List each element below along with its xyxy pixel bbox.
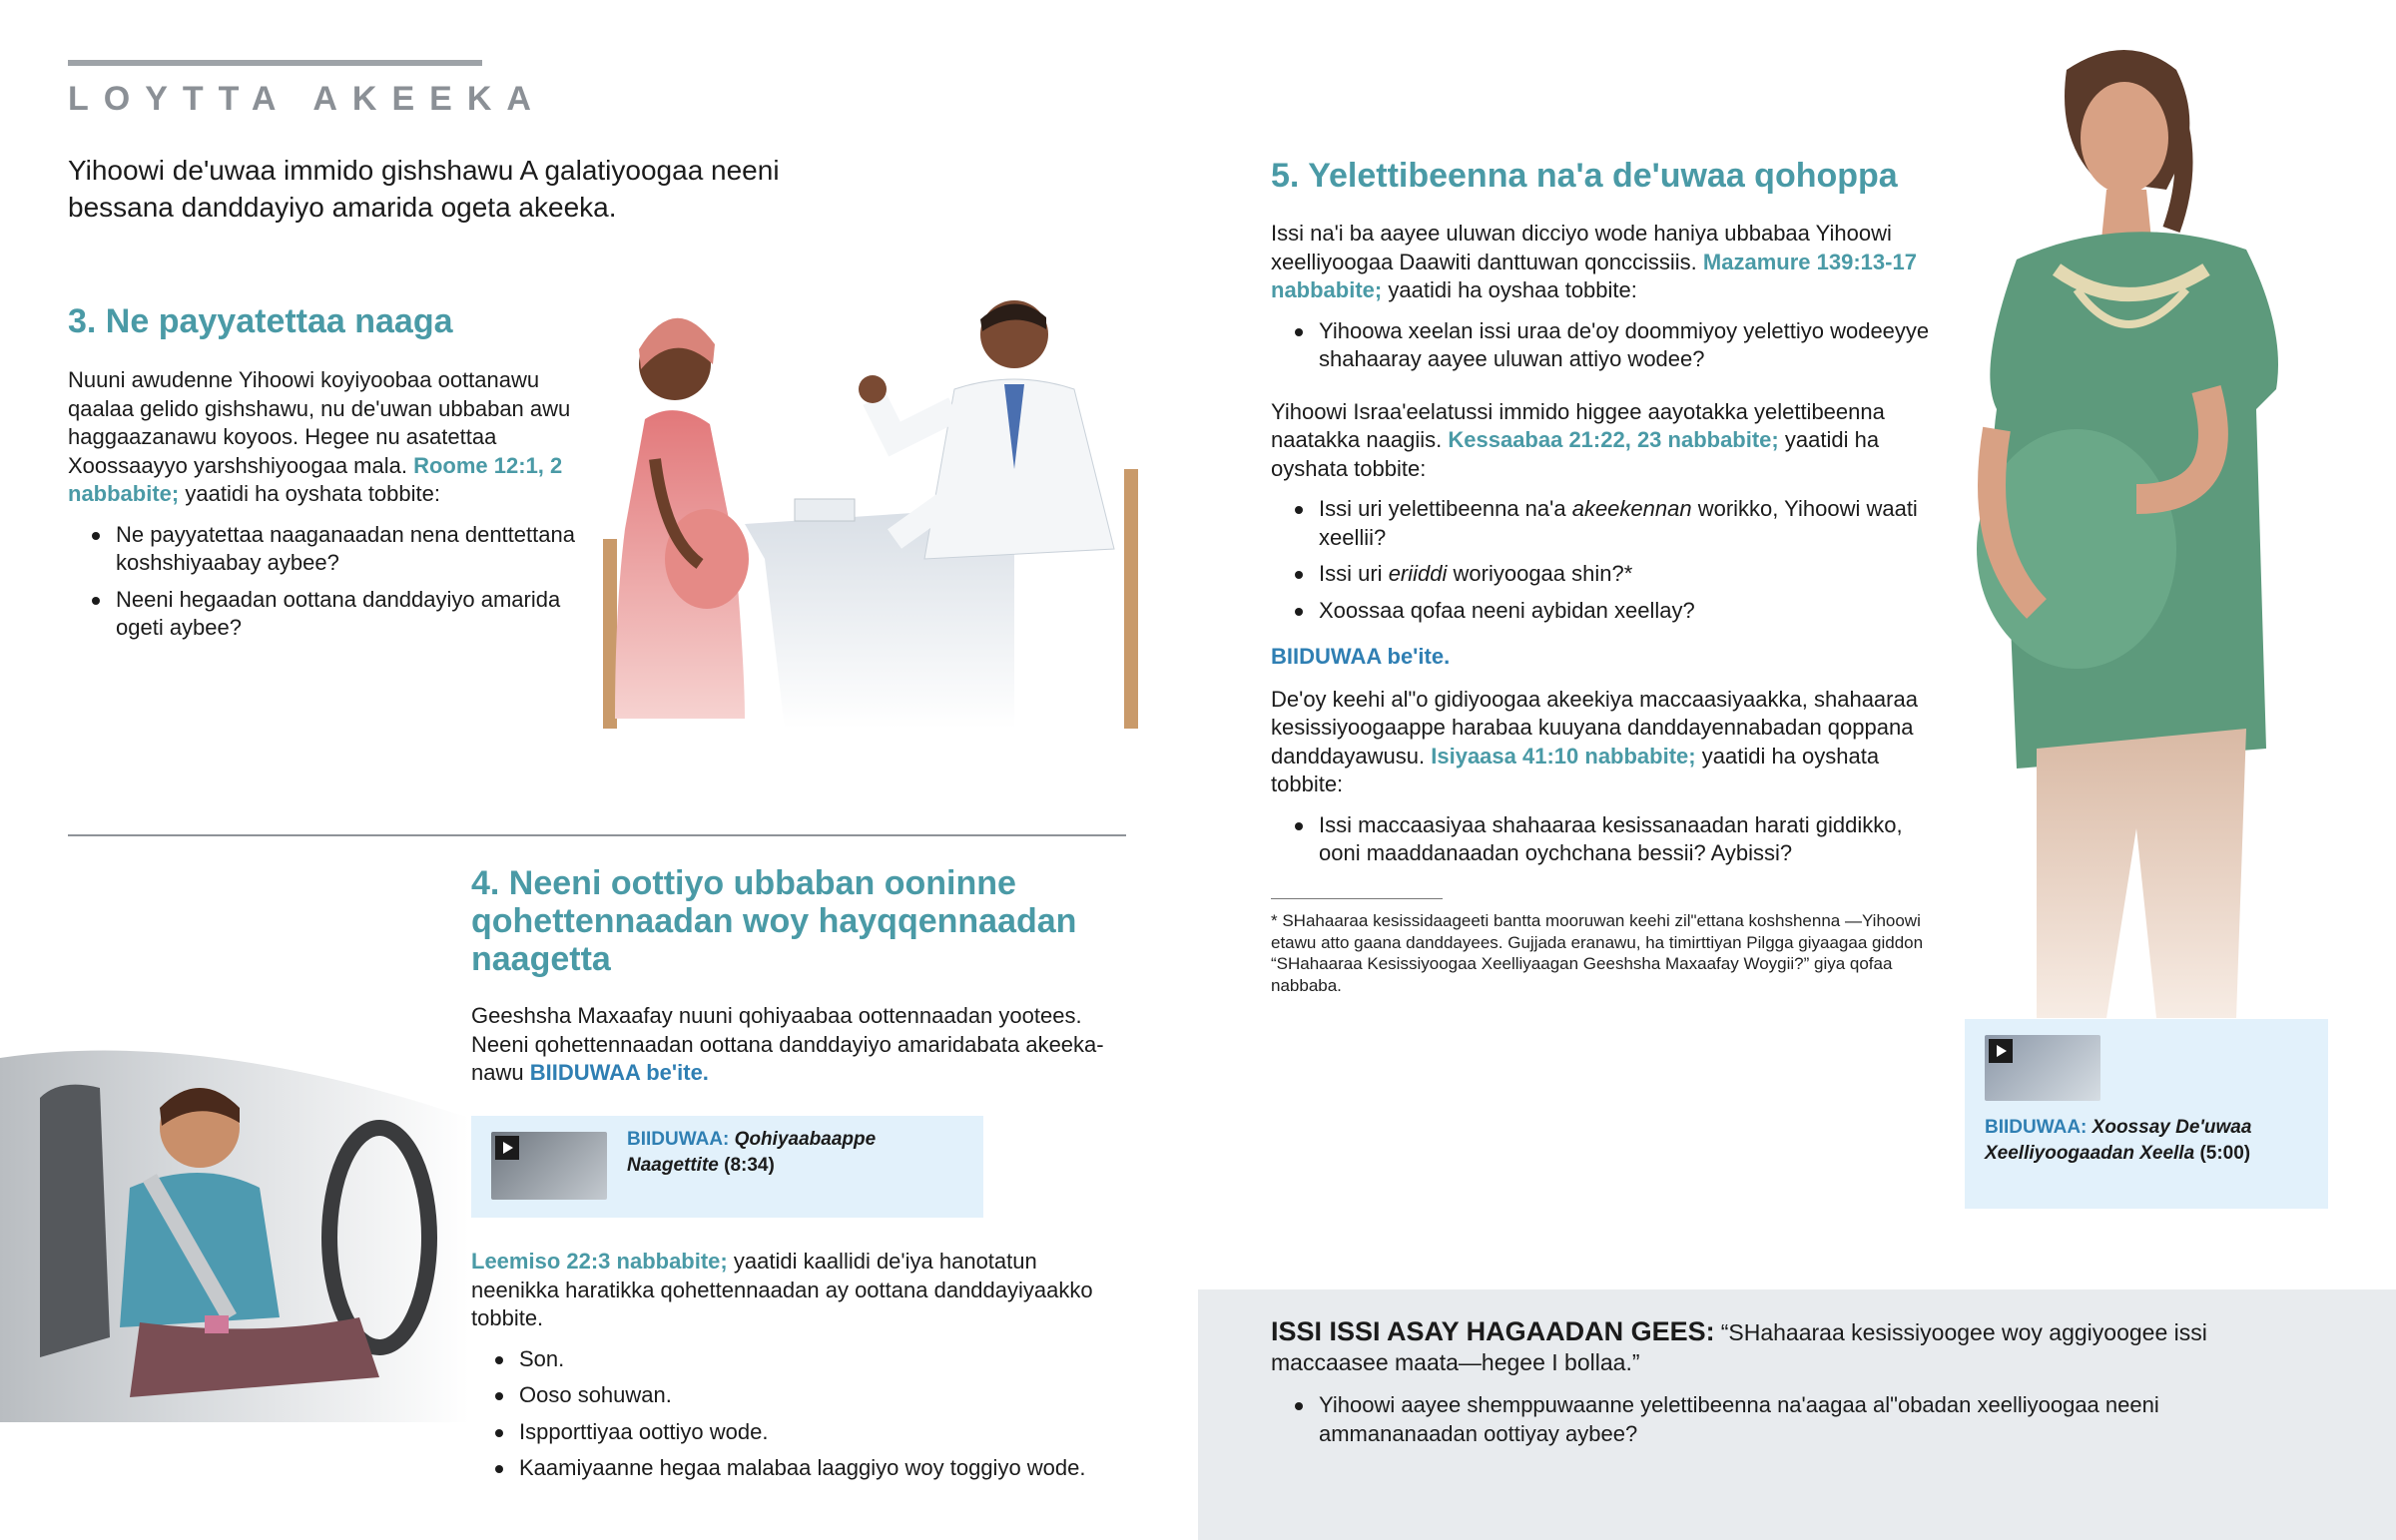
list-item: Issi uri yelettibeenna na'a akeekennan worikko, Yihoowi waati xeellii? xyxy=(1271,495,1935,552)
section-3-title: 3. Ne payyatettaa naaga xyxy=(68,302,453,340)
header-rule xyxy=(68,60,482,66)
section-3-paragraph: Nuuni awudenne Yihoowi koyiyoobaa oottanawu qaalaa gelido gishshawu, nu de'uwan ubbaban awu haggaazanawu koyoos. Hegee nu asatettaa Xoossaayyo yarshshiyoogaa mala. Roome 12:1, 2 nabbabite; yaatidi ha oyshata tobbite: xyxy=(68,367,571,506)
section-5-paragraph-3: De'oy keehi al"o gidiyoogaa akeekiya maccaasiyaakka, shahaaraa kesissiyoogaappe harabaa kuuyana danddayennabadan qoppana danddayawusu. Isiyaasa 41:10 nabbabite; yaatidi ha oyshata tobbite: xyxy=(1271,686,1918,796)
video-caption: BIIDUWAA: Qohiyaabaappe Naagettite (8:34) xyxy=(627,1129,877,1176)
list-item: Issi uri eriiddi woriyoogaa shin?* xyxy=(1271,560,1935,589)
scripture-link-isaiah[interactable]: Isiyaasa 41:10 nabbabite; xyxy=(1431,743,1696,769)
play-icon xyxy=(495,1136,519,1160)
section-5-questions-1 xyxy=(1271,317,1935,374)
video-card-life[interactable] xyxy=(1965,1019,2328,1209)
scripture-link-psalms[interactable]: Mazamure 139:13-17 nabbabite; xyxy=(1271,249,1917,302)
section-5-paragraph-2: Yihoowi Israa'eelatussi immido higgee aayotakka yelettibeenna naatakka naagiis. Kessaabaa 21:22, 23 nabbabite; yaatidi ha oyshata tobbite: xyxy=(1271,398,1885,481)
pregnant-woman-illustration xyxy=(1957,30,2356,1018)
doctor-consultation-illustration xyxy=(595,289,1154,729)
video-link[interactable]: BIIDUWAA be'ite. xyxy=(1271,644,1451,669)
section-3-body xyxy=(68,366,577,651)
scripture-link-romans[interactable]: Roome 12:1, 2 nabbabite; xyxy=(68,452,563,506)
list-item: Ispporttiyaa oottiyo wode. xyxy=(471,1418,1130,1447)
video-thumbnail[interactable] xyxy=(1985,1035,2100,1101)
scripture-link-proverbs[interactable]: Leemiso 22:3 nabbabite; xyxy=(471,1249,728,1274)
list-item: Issi maccaasiyaa shahaaraa kesissanaadan harati giddikko, ooni maaddanaadan oychchana bessii? Aybissi? xyxy=(1271,811,1935,868)
video-caption: BIIDUWAA: Xoossay De'uwaa Xeelliyoogaadan Xeella (5:00) xyxy=(1985,1117,2252,1164)
play-icon xyxy=(1989,1039,2013,1063)
section-3-questions xyxy=(68,521,577,643)
list-item: Neeni hegaadan oottana danddayiyo amarida ogeti aybee? xyxy=(68,586,577,643)
footnote-rule xyxy=(1271,898,1443,899)
section-divider xyxy=(68,834,1126,836)
list-item: Xoossaa qofaa neeni aybidan xeellay? xyxy=(1271,597,1935,626)
scripture-link-exodus[interactable]: Kessaabaa 21:22, 23 nabbabite; xyxy=(1448,427,1779,452)
section-4-title: 4. Neeni oottiyo ubbaban ooninne qohettennaadan woy hayqqennaadan naagetta xyxy=(471,864,1077,978)
opinion-quote: “SHahaaraa kesissiyoogee woy aggiyoogee issi maccaasee maata—hegee I bollaa.” xyxy=(1271,1319,2207,1375)
opinion-text xyxy=(1271,1317,2209,1456)
list-item: Kaamiyaanne hegaa malabaa laaggiyo woy toggiyo wode. xyxy=(471,1454,1130,1483)
list-item: Ne payyatettaa naaganaadan nena denttettana koshshiyaabay aybee? xyxy=(68,521,577,578)
section-5-questions-3 xyxy=(1271,811,1935,868)
section-4-paragraph: Geeshsha Maxaafay nuuni qohiyaabaa oottennaadan yootees. Neeni qohettennaadan oottana danddayiyo amaridabata akeekanawu BIIDUWAA be'ite. xyxy=(471,1003,1104,1085)
opinion-questions xyxy=(1271,1391,2209,1448)
section-kicker: LOYTTA AKEEKA xyxy=(68,80,546,118)
seatbelt-illustration xyxy=(0,1038,469,1422)
section-4-situations xyxy=(471,1345,1130,1483)
section-5-paragraph-1: Issi na'i ba aayee uluwan dicciyo wode haniya ubbabaa Yihoowi xeelliyoogaa Daawiti danttuwan qonccissiis. Mazamure 139:13-17 nabbabite; yaatidi ha oyshaa tobbite: xyxy=(1271,221,1917,302)
video-thumbnail[interactable] xyxy=(491,1132,607,1200)
section-5-body xyxy=(1271,220,1935,876)
intro-text: Yihoowi de'uwaa immido gishshawu A galatiyoogaa neeni bessana danddayiyo amarida ogeta akeeka. xyxy=(68,155,780,223)
video-card-safety[interactable] xyxy=(471,1116,983,1218)
list-item: Son. xyxy=(471,1345,1130,1374)
section-4-body xyxy=(471,1002,1130,1100)
section-5-title: 5. Yelettibeenna na'a de'uwaa qohoppa xyxy=(1271,157,1898,195)
video-link[interactable]: BIIDUWAA be'ite. xyxy=(529,1060,709,1085)
section-4-body-2 xyxy=(471,1248,1130,1491)
footnote: * SHahaaraa kesissidaageeti bantta mooruwan keehi zil"ettana koshshenna —Yihoowi etawu atto gaana danddayees. Gujjada eranawu, ha timirttiyan Pilgga giyaagaa giddon “SHahaaraa Kesissiyoogaa Xeelliyaagan Geeshsha Maxaafay Woygii?” giya qofaa nabbaba. xyxy=(1271,911,1924,995)
section-5-questions-2 xyxy=(1271,495,1935,625)
list-item: Yihoowa xeelan issi uraa de'oy doommiyoy yelettiyo wodeeyye shahaaray aayee uluwan attiyo wodee? xyxy=(1271,317,1935,374)
section-4-paragraph-2: Leemiso 22:3 nabbabite; yaatidi kaallidi de'iya hanotatun neenikka haratikka qohettennaadan ay oottana danddayiyaakko tobbite. xyxy=(471,1249,1093,1330)
list-item: Yihoowi aayee shemppuwaanne yelettibeenna na'aagaa al"obadan xeelliyoogaa neeni ammananaadan oottiyay aybee? xyxy=(1271,1391,2209,1448)
list-item: Ooso sohuwan. xyxy=(471,1381,1130,1410)
opinion-heading: ISSI ISSI ASAY HAGAADAN GEES: xyxy=(1271,1316,1715,1346)
